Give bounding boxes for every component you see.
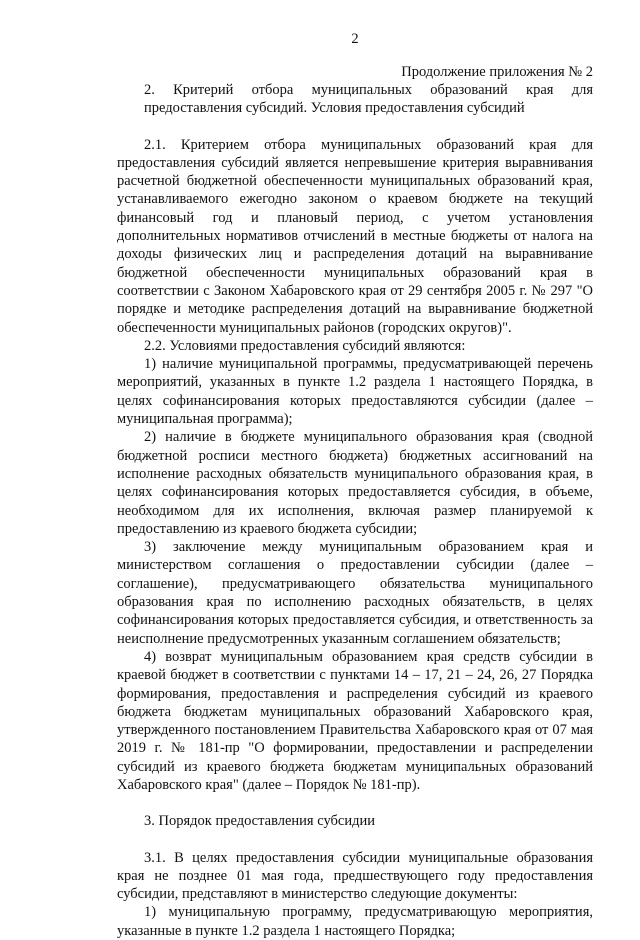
document-body	[117, 81, 593, 940]
list-item-2-2-3: 3) заключение между муниципальным образованием края и министерством соглашения о предоставлении субсидии (далее – соглашение), предусматривающего обязательства муниципального образования края по исполнению расходных обязательств, в целях софинансирования которых предоставляется субсидия, и ответственность за неисполнение предусмотренных указанным соглашением обязательств;	[117, 539, 593, 647]
list-item-3-1-1: 1) муниципальную программу, предусматривающую мероприятия, указанные в пункте 1.2 раздела 1 настоящего Порядка;	[117, 904, 593, 939]
paragraph-2-2: 2.2. Условиями предоставления субсидий являются:	[144, 337, 466, 354]
list-item-2-2-1: 1) наличие муниципальной программы, предусматривающей перечень мероприятий, указанных в пункте 1.2 раздела 1 настоящего Порядка, в целях софинансирования которых предоставляются субсидии (далее – муниципальная программа);	[117, 356, 593, 428]
paragraph-3-1: 3.1. В целях предоставления субсидии муниципальные образования края не позднее 01 мая года, предшествующего году предоставления субсидии, представляют в министерство следующие документы:	[117, 849, 593, 903]
spacer	[117, 831, 593, 849]
paragraph-2-1: 2.1. Критерием отбора муниципальных образований края для предоставления субсидий является непревышение критерия выравнивания расчетной бюджетной обеспеченности муниципальных образований края, устанавливаемого ежегодно законом о краевом бюджете на текущий финансовый год и плановый период, с учетом установления дополнительных нормативов отчислений в местные бюджеты от налога на доходы физических лиц и распределения дотаций на выравнивание бюджетной обеспеченности муниципальных образований края в соответствии с Законом Хабаровского края от 29 сентября 2005 г. № 297 "О порядке и методике распределения дотаций на выравнивание бюджетной обеспеченности муниципальных районов (городских округов)".	[117, 136, 593, 336]
list-item-2-2-4: 4) возврат муниципальным образованием края средств субсидии в краевой бюджет в соответствии с пунктами 14 – 17, 21 – 24, 26, 27 Порядка формирования, предоставления и распределения субсидий из краевого бюджета бюджетам муниципальных образований Хабаровского края, утвержденного постановлением Правительства Хабаровского края от 07 мая 2019 г. № 181-пр "О формировании, предоставлении и распределении субсидий из краевого бюджета бюджетам муниципальных образований Хабаровского края" (далее – Порядок № 181-пр).	[117, 648, 593, 793]
appendix-continuation-label: Продолжение приложения № 2	[401, 64, 593, 80]
section-3-heading: 3. Порядок предоставления субсидии	[144, 813, 375, 830]
spacer	[117, 794, 593, 812]
list-item-2-2-2: 2) наличие в бюджете муниципального образования края (сводной бюджетной росписи местного бюджета) бюджетных ассигнований на исполнение расходных обязательств муниципального образования края, в целях софинансирования которых предоставляется субсидия, в объеме, необходимом для их исполнения, включая размер планируемой к предоставлению из краевого бюджета субсидии;	[117, 429, 593, 537]
page-number: 2	[351, 31, 359, 47]
section-2-heading: 2. Критерий отбора муниципальных образований края для предоставления субсидий. Условия предоставления субсидий	[144, 82, 593, 117]
spacer	[117, 118, 593, 136]
